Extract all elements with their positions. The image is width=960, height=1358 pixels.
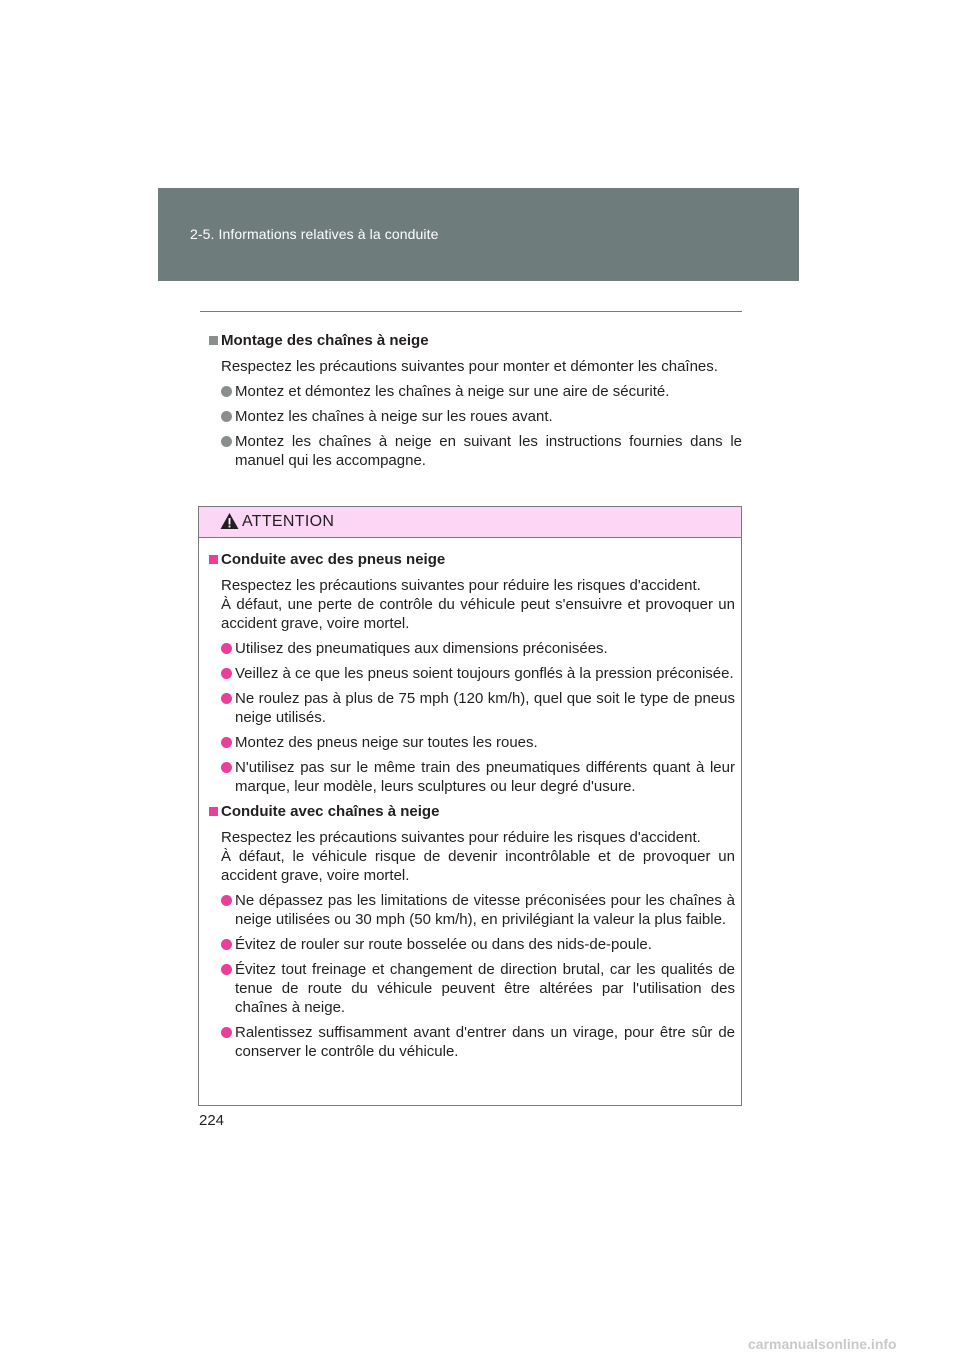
mounting-heading: Montage des chaînes à neige	[209, 331, 742, 350]
circle-bullet-icon	[221, 762, 232, 773]
attention-box	[198, 506, 742, 1106]
list-item: Ne dépassez pas les limitations de vitesse préconisées pour les chaînes à neige utilisées ou 30 mph (50 km/h), en privilégiant la valeur la plus faible.	[209, 891, 735, 929]
snow-tires-heading: Conduite avec des pneus neige	[209, 550, 735, 569]
circle-bullet-icon	[221, 939, 232, 950]
page-number: 224	[199, 1112, 225, 1129]
circle-bullet-icon	[221, 411, 232, 422]
mounting-intro: Respectez les précautions suivantes pour monter et démonter les chaînes.	[221, 358, 718, 375]
list-item: Montez les chaînes à neige en suivant les instructions fournies dans le manuel qui les accompagne.	[209, 432, 742, 470]
circle-bullet-icon	[221, 436, 232, 447]
circle-bullet-icon	[221, 693, 232, 704]
attention-body	[199, 538, 741, 1061]
warning-triangle-icon	[220, 512, 239, 530]
circle-bullet-icon	[221, 643, 232, 654]
list-item: Veillez à ce que les pneus soient toujours gonflés à la pression préconisée.	[209, 664, 735, 683]
list-item: Évitez de rouler sur route bosselée ou dans des nids-de-poule.	[209, 935, 735, 954]
snow-chains-intro: Respectez les précautions suivantes pour réduire les risques d'accident. À défaut, le véhicule risque de devenir incontrôlable et de provoquer un accident grave, voire mortel.	[221, 829, 735, 884]
list-item: Montez les chaînes à neige sur les roues avant.	[209, 407, 742, 426]
attention-title: ATTENTION	[242, 513, 335, 530]
circle-bullet-icon	[221, 737, 232, 748]
square-bullet-icon	[209, 807, 218, 816]
section-header-band	[158, 188, 799, 281]
circle-bullet-icon	[221, 964, 232, 975]
list-item: Montez des pneus neige sur toutes les roues.	[209, 733, 735, 752]
watermark: carmanualsonline.info	[748, 1336, 897, 1352]
circle-bullet-icon	[221, 668, 232, 679]
section-title: 2-5. Informations relatives à la conduite	[190, 226, 439, 242]
header-rule	[200, 311, 742, 312]
square-bullet-icon	[209, 555, 218, 564]
square-bullet-icon	[209, 336, 218, 345]
mounting-section	[209, 331, 742, 470]
list-item: Montez et démontez les chaînes à neige sur une aire de sécurité.	[209, 382, 742, 401]
snow-chains-heading: Conduite avec chaînes à neige	[209, 802, 735, 821]
circle-bullet-icon	[221, 386, 232, 397]
list-item: N'utilisez pas sur le même train des pneumatiques différents quant à leur marque, leur modèle, leurs sculptures ou leur degré d'usure.	[209, 758, 735, 796]
list-item: Utilisez des pneumatiques aux dimensions préconisées.	[209, 639, 735, 658]
circle-bullet-icon	[221, 1027, 232, 1038]
list-item: Ralentissez suffisamment avant d'entrer dans un virage, pour être sûr de conserver le contrôle du véhicule.	[209, 1023, 735, 1061]
attention-header	[199, 507, 741, 538]
circle-bullet-icon	[221, 895, 232, 906]
snow-tires-intro: Respectez les précautions suivantes pour réduire les risques d'accident. À défaut, une perte de contrôle du véhicule peut s'ensuivre et provoquer un accident grave, voire mortel.	[221, 577, 735, 632]
list-item: Évitez tout freinage et changement de direction brutal, car les qualités de tenue de route du véhicule peuvent être altérées par l'utilisation des chaînes à neige.	[209, 960, 735, 1017]
list-item: Ne roulez pas à plus de 75 mph (120 km/h), quel que soit le type de pneus neige utilisés.	[209, 689, 735, 727]
